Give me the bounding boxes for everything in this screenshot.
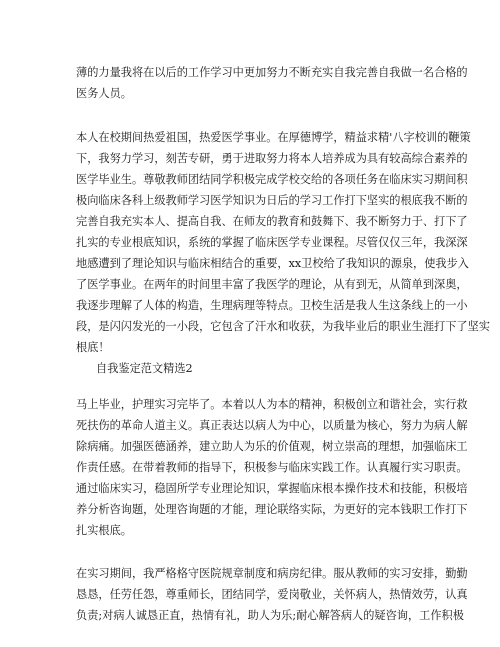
- text-line: 通过临床实习，稳固所学专业理论知识，掌握临床根本操作技术和技能，积极培: [76, 482, 468, 495]
- text-line: 根底！: [76, 341, 110, 354]
- text-line: 了医学事业。在两年的时间里丰富了我医学的理论，从有到无，从简单到深奥，: [76, 278, 468, 291]
- text-line: 扎实的专业根底知识，系统的掌握了临床医学专业课程。尽管仅仅三年，我深深: [76, 236, 468, 249]
- text-line: 本人在校期间热爱祖国，热爱医学事业。在厚德博学，精益求精'八字校训的鞭策: [76, 131, 471, 144]
- text-line: 恳恳，任劳任怨，尊重师长，团结同学，爱岗敬业，关怀病人，热情效劳，认真: [76, 588, 468, 601]
- text-line: 养分析咨询题，处理咨询题的才能，理论联络实际，为更好的完本钱职工作打下: [76, 503, 468, 516]
- text-line: 死扶伤的革命人道主义。真正表达以病人为中心，以质量为核心，努力为病人解: [76, 419, 468, 432]
- text-line: 段，是闪闪发光的一小段，它包含了汗水和收获，为我毕业后的职业生涯打下了坚实: [76, 320, 490, 333]
- section-heading: 自我鉴定范文精选2: [96, 362, 193, 375]
- text-line: 我逐步理解了人体的构造，生理病理等特点。卫校生活是我人生这条线上的一小: [76, 299, 468, 312]
- text-line: 完善自我充实本人、提高自我、在师友的教育和鼓舞下、我不断努力于、打下了: [76, 215, 468, 228]
- text-line: 极向临床各科上级教师学习医学知识为日后的学习工作打下坚实的根底我不断的: [76, 194, 468, 207]
- text-line: 作责任感。在带着教师的指导下，积极参与临床实践工作。认真履行实习职责。: [76, 461, 468, 474]
- text-line: 除病痛。加强医德涵养，建立助人为乐的价值观，树立崇高的理想，加强临床工: [76, 440, 468, 453]
- text-line: 在实习期间，我严格格守医院规章制度和病房纪律。服从教师的实习安排，勤勤: [76, 567, 468, 580]
- text-line: 负责;对病人诚恳正直，热情有礼，助人为乐;耐心解答病人的疑咨询，工作积极: [76, 609, 464, 622]
- text-line: 薄的力量我将在以后的工作学习中更加努力不断充实自我完善自我做一名合格的: [76, 66, 468, 79]
- text-line: 马上毕业，护理实习完毕了。本着以人为本的精神，积极创立和谐社会，实行救: [76, 398, 468, 411]
- text-line: 医学毕业生。尊敬教师团结同学积极完成学校交给的各项任务在临床实习期间积: [76, 173, 468, 186]
- text-line: 下，我努力学习，刻苦专研，勇于进取努力将本人培养成为具有较高综合素养的: [76, 152, 468, 165]
- text-line: 地感遭到了理论知识与临床相结合的重要，xx卫校给了我知识的源泉，使我步入: [76, 257, 469, 270]
- text-line: 医务人员。: [76, 87, 132, 100]
- text-line: 扎实根底。: [76, 524, 132, 537]
